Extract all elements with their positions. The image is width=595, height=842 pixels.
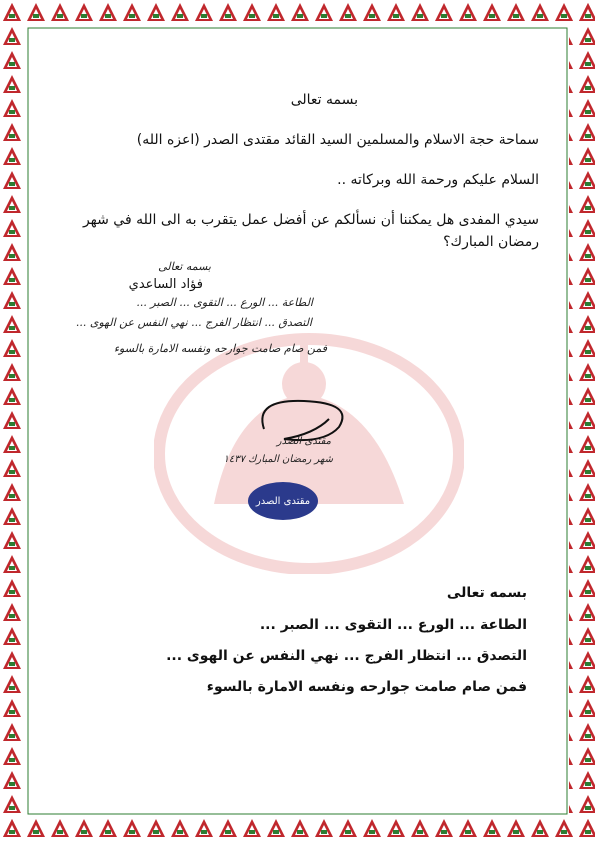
- typed-basmala: بسمه تعالى: [446, 585, 527, 601]
- basmala-heading: بسمه تعالى: [290, 92, 358, 108]
- handwritten-line-2: التصدق ... انتظار الفرج ... نهي النفس عن الهوى ...: [75, 316, 312, 329]
- stamp-text: مقتدى الصدر: [255, 495, 311, 507]
- handwritten-basmala: بسمه تعالى: [158, 260, 211, 273]
- official-stamp: [248, 482, 318, 520]
- signature-mark: [244, 389, 374, 459]
- question-line-1: سيدي المفدى هل يمكننا أن نسألكم عن أفضل عمل يتقرب به الى الله في شهر: [82, 212, 539, 228]
- signature-date: شهر رمضان المبارك ١٤٣٧: [223, 454, 333, 465]
- typed-line-3: فمن صام صامت جوارحه ونفسه الامارة بالسوء: [206, 679, 527, 695]
- typed-line-2: التصدق ... انتظار الفرج ... نهي النفس عن الهوى ...: [166, 648, 527, 664]
- greeting-line: السلام عليكم ورحمة الله وبركاته ..: [337, 172, 539, 188]
- question-line-2: رمضان المبارك؟: [443, 234, 539, 250]
- handwritten-line-3: فمن صام صامت جوارحه ونفسه الامارة بالسوء: [113, 342, 327, 355]
- letter-page: [34, 34, 561, 808]
- typed-line-1: الطاعة ... الورع ... التقوى ... الصبر ...: [259, 617, 527, 633]
- handwritten-line-1: الطاعة ... الورع ... التقوى ... الصبر ...: [136, 296, 313, 309]
- sender-name: فؤاد الساعدي: [128, 277, 203, 292]
- signature-name: مقتدى الصدر: [276, 436, 331, 447]
- addressee-line: سماحة حجة الاسلام والمسلمين السيد القائد مقتدى الصدر (اعزه الله): [136, 132, 539, 148]
